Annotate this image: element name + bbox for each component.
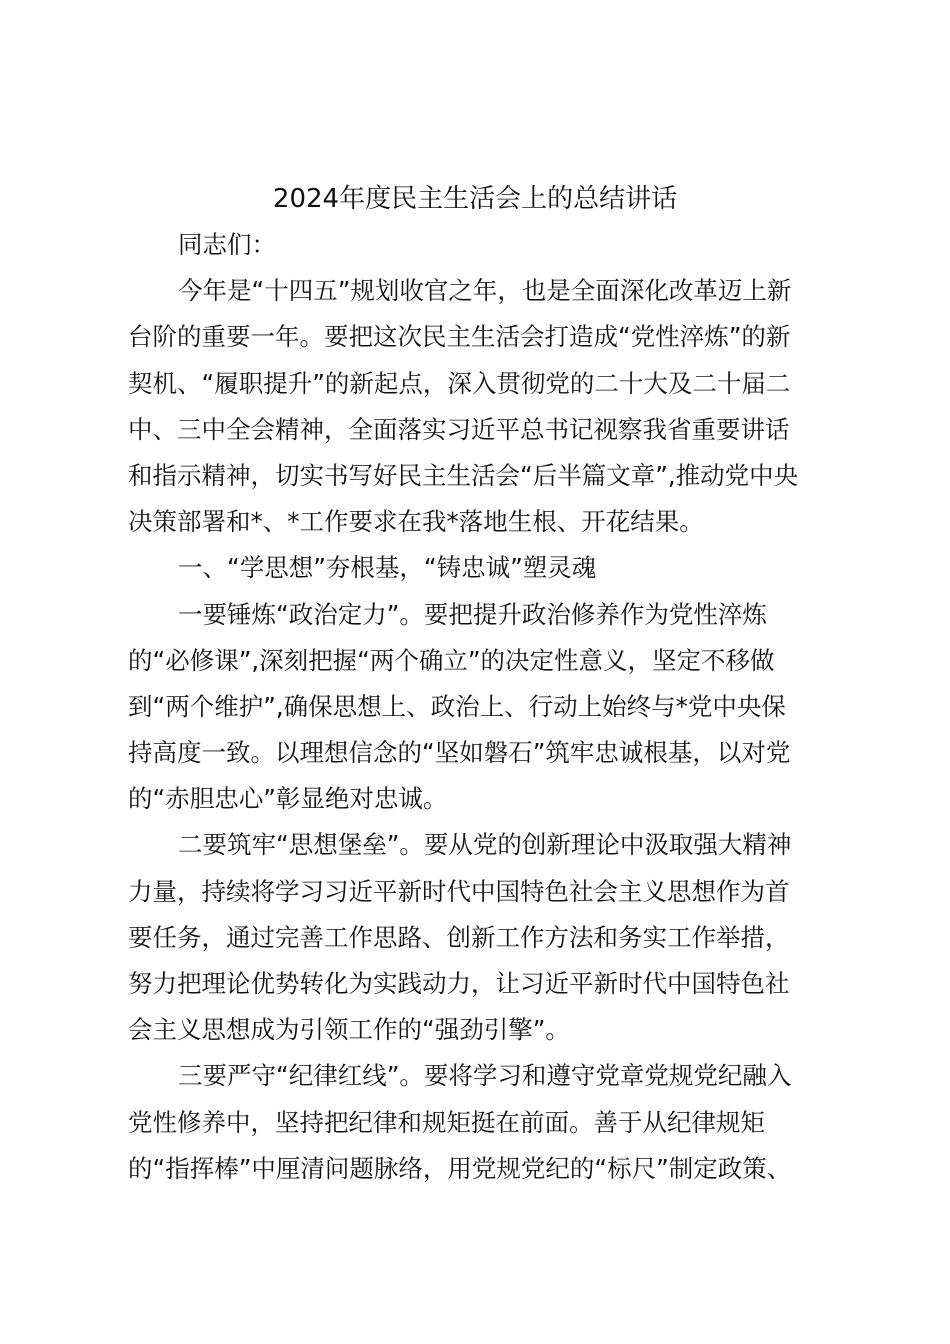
text-line: 二要筑牢“思想堡垒”。要从党的创新理论中汲取强大精神 bbox=[178, 830, 792, 860]
text-line: 和指示精神，切实书写好民主生活会“后半篇文章”,推动党中央 bbox=[128, 460, 799, 490]
text-line: 到“两个维护”,确保思想上、政治上、行动上始终与*党中央保 bbox=[128, 691, 786, 721]
document-title: 2024年度民主生活会上的总结讲话 bbox=[272, 184, 678, 214]
document-body bbox=[128, 222, 828, 1192]
text-line: 契机、“履职提升”的新起点，深入贯彻党的二十大及二十届二 bbox=[128, 368, 791, 398]
text-line: 三要严守“纪律红线”。要将学习和遵守党章党规党纪融入 bbox=[178, 1061, 792, 1091]
text-line: 中、三中全会精神，全面落实习近平总书记视察我省重要讲话 bbox=[128, 414, 790, 444]
text-line: 持高度一致。以理想信念的“坚如磐石”筑牢忠诚根基，以对党 bbox=[128, 738, 791, 768]
text-line: 的“必修课”,深刻把握“两个确立”的决定性意义，坚定不移做 bbox=[128, 645, 775, 675]
text-line: 会主义思想成为引领工作的“强劲引擎”。 bbox=[128, 1015, 570, 1045]
text-line: 党性修养中，坚持把纪律和规矩挺在前面。善于从纪律规矩 bbox=[128, 1107, 765, 1137]
text-line: 一要锤炼“政治定力”。要把提升政治修养作为党性淬炼 bbox=[178, 599, 767, 629]
text-line: 力量，持续将学习习近平新时代中国特色社会主义思想作为首 bbox=[128, 876, 790, 906]
text-line: 台阶的重要一年。要把这次民主生活会打造成“党性淬炼”的新 bbox=[128, 322, 791, 352]
text-line: 同志们： bbox=[178, 230, 276, 259]
text-line: 今年是“十四五”规划收官之年，也是全面深化改革迈上新 bbox=[178, 276, 792, 306]
text-line: 要任务，通过完善工作思路、创新工作方法和务实工作举措， bbox=[128, 922, 790, 952]
text-line: 努力把理论优势转化为实践动力，让习近平新时代中国特色社 bbox=[128, 969, 790, 998]
text-line: 决策部署和*、*工作要求在我*落地生根、开花结果。 bbox=[128, 507, 704, 537]
text-line: 的“指挥棒”中厘清问题脉络，用党规党纪的“标尺”制定政策、 bbox=[128, 1153, 792, 1183]
text-line: 一、“学思想”夯根基，“铸忠诚”塑灵魂 bbox=[178, 553, 597, 583]
text-line: 的“赤胆忠心”彰显绝对忠诚。 bbox=[128, 784, 448, 814]
